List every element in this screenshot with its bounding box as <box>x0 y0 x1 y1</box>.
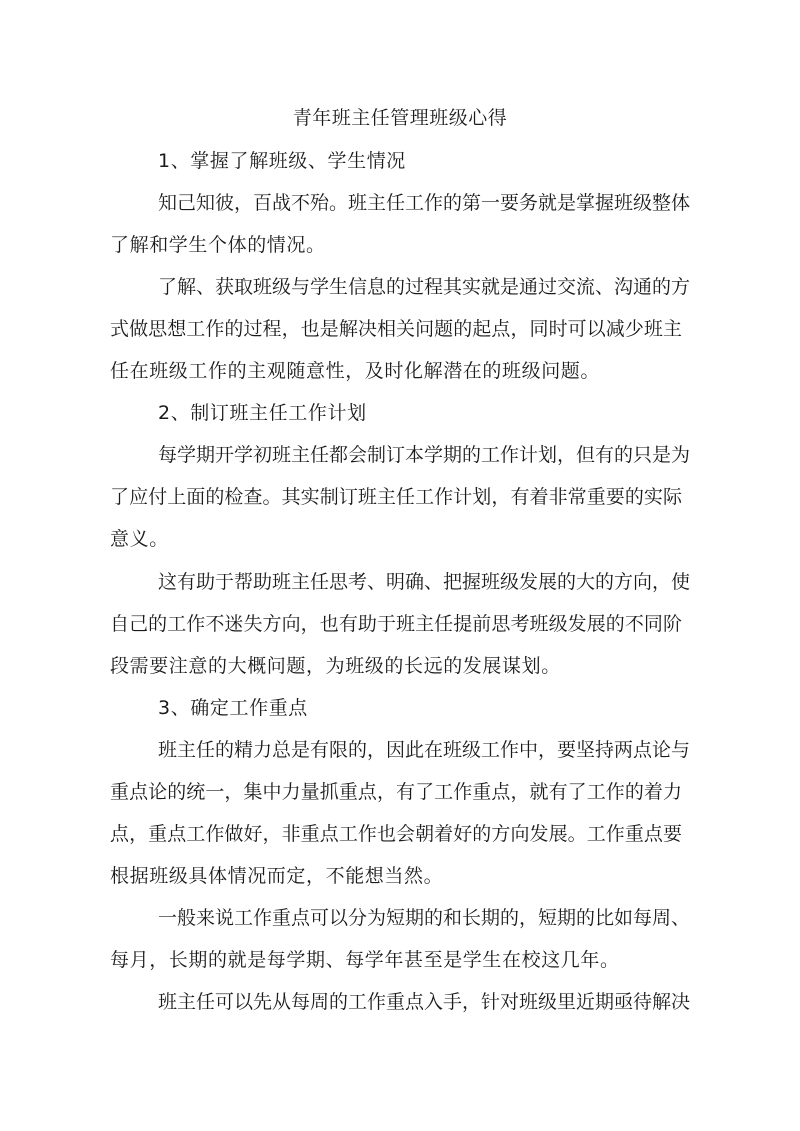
paragraph-line: 式做思想工作的过程，也是解决相关问题的起点，同时可以减少班主 <box>110 318 682 340</box>
paragraph-line: 班主任可以先从每周的工作重点入手，针对班级里近期亟待解决 <box>158 991 691 1013</box>
paragraph-line: 了解和学生个体的情况。 <box>110 234 326 256</box>
section-heading-2: 2、制订班主任工作计划 <box>158 402 367 424</box>
paragraph-line: 了应付上面的检查。其实制订班主任工作计划，有着非常重要的实际 <box>110 486 682 508</box>
paragraph-line: 重点论的统一，集中力量抓重点，有了工作重点，就有了工作的着力 <box>110 781 682 803</box>
section-heading-3: 3、确定工作重点 <box>158 697 308 719</box>
document-title: 青年班主任管理班级心得 <box>292 107 508 129</box>
section-heading-1: 1、掌握了解班级、学生情况 <box>158 150 406 172</box>
paragraph-line: 班主任的精力总是有限的，因此在班级工作中，要坚持两点论与 <box>158 739 691 761</box>
paragraph-line: 点，重点工作做好，非重点工作也会朝着好的方向发展。工作重点要 <box>110 823 682 845</box>
paragraph-line: 意义。 <box>110 528 169 550</box>
paragraph-line: 每学期开学初班主任都会制订本学期的工作计划，但有的只是为 <box>158 444 691 466</box>
paragraph-line: 根据班级具体情况而定，不能想当然。 <box>110 865 444 887</box>
paragraph-line: 自己的工作不迷失方向，也有助于班主任提前思考班级发展的不同阶 <box>110 613 682 635</box>
paragraph-line: 每月，长期的就是每学期、每学年甚至是学生在校这几年。 <box>110 949 620 971</box>
paragraph-line: 了解、获取班级与学生信息的过程其实就是通过交流、沟通的方 <box>158 276 691 298</box>
paragraph-line: 任在班级工作的主观随意性，及时化解潜在的班级问题。 <box>110 360 601 382</box>
paragraph-line: 段需要注意的大概问题，为班级的长远的发展谋划。 <box>110 655 561 677</box>
paragraph-line: 知己知彼，百战不殆。班主任工作的第一要务就是掌握班级整体 <box>158 192 691 214</box>
paragraph-line: 这有助于帮助班主任思考、明确、把握班级发展的大的方向，使 <box>158 571 691 593</box>
paragraph-line: 一般来说工作重点可以分为短期的和长期的，短期的比如每周、 <box>158 907 691 929</box>
